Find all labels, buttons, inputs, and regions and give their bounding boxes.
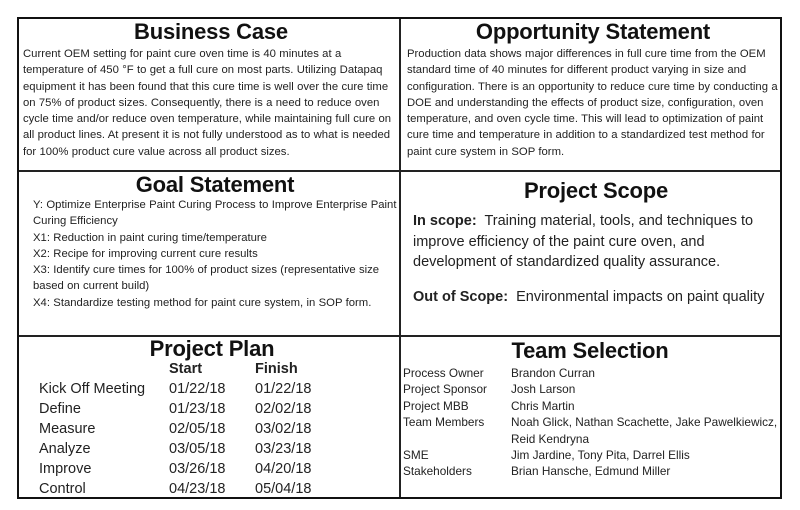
plan-header-start: Start — [169, 361, 203, 377]
plan-start: 03/26/18 — [169, 461, 226, 477]
plan-start: 02/05/18 — [169, 421, 226, 437]
plan-header-task — [39, 361, 169, 379]
plan-task: Improve — [39, 461, 92, 477]
project-scope-title: Project Scope — [523, 179, 669, 203]
plan-header-finish: Finish — [255, 361, 298, 377]
plan-finish: 03/23/18 — [255, 441, 312, 457]
opportunity-statement-title: Opportunity Statement — [475, 20, 711, 44]
team-row-project-mbb — [403, 398, 781, 414]
plan-row-define — [39, 399, 341, 419]
team-row-process-owner — [403, 365, 781, 381]
team-role: Team Members — [403, 415, 485, 430]
team-row-stakeholders — [403, 463, 781, 479]
plan-finish: 05/04/18 — [255, 481, 312, 497]
plan-task: Control — [39, 481, 86, 497]
project-plan-table — [39, 361, 341, 499]
business-case-section — [23, 20, 399, 170]
team-row-project-sponsor — [403, 381, 781, 397]
business-case-title: Business Case — [134, 20, 288, 44]
plan-finish: 01/22/18 — [255, 381, 312, 397]
plan-row-measure — [39, 419, 341, 439]
goal-statement-section — [33, 173, 397, 335]
plan-task: Measure — [39, 421, 96, 437]
in-scope-value: Training material, tools, and techniques to improve efficiency of the paint cure oven, and development of standardized quality assurance. — [413, 213, 754, 270]
plan-row-kickoff — [39, 379, 341, 399]
team-role: Project Sponsor — [403, 382, 487, 397]
goal-statement-title: Goal Statement — [135, 173, 295, 197]
plan-task: Define — [39, 401, 81, 417]
team-selection-section — [401, 339, 781, 499]
out-scope-text — [413, 287, 779, 308]
opportunity-statement-section — [407, 20, 779, 170]
team-selection-title: Team Selection — [511, 339, 669, 363]
project-charter — [17, 17, 782, 499]
team-role: SME — [403, 448, 429, 463]
team-names: Brian Hansche, Edmund Miller — [511, 464, 671, 479]
plan-header-row — [39, 361, 341, 379]
team-role: Stakeholders — [403, 464, 472, 479]
plan-start: 01/22/18 — [169, 381, 226, 397]
plan-task: Kick Off Meeting — [39, 381, 146, 397]
goal-x4: X4: Standardize testing method for paint cure system, in SOP form. — [33, 296, 372, 309]
team-row-team-members — [403, 414, 781, 447]
plan-finish: 04/20/18 — [255, 461, 312, 477]
in-scope-label: In scope: — [413, 213, 477, 229]
project-scope-section — [413, 179, 779, 335]
project-plan-title: Project Plan — [149, 337, 275, 361]
business-case-body: Current OEM setting for paint cure oven time is 40 minutes at a temperature of 450 °F to get a full cure on most parts. Utilizing Datapaq equipment it has been found that this cure time is well over the cure time on 75% of product sizes. Consequently, there is a need to reduce oven cycle time and/or reduce oven temperature, while maintaining full cure on all product lines. At present it is not fully understood as to what is needed for 100% product cure value across all product sizes. — [23, 48, 392, 158]
plan-start: 04/23/18 — [169, 481, 226, 497]
plan-start: 01/23/18 — [169, 401, 226, 417]
goal-y: Y: Optimize Enterprise Paint Curing Process to Improve Enterprise Paint Curing Efficiency — [33, 199, 397, 228]
project-plan-section — [19, 337, 399, 499]
plan-task: Analyze — [39, 441, 91, 457]
horizontal-divider-1 — [19, 170, 780, 172]
team-selection-table — [403, 365, 781, 480]
plan-finish: 02/02/18 — [255, 401, 312, 417]
team-names: Noah Glick, Nathan Scachette, Jake Pawelkiewicz, Reid Kendryna — [511, 415, 778, 446]
team-role: Project MBB — [403, 398, 469, 413]
team-names: Brandon Curran — [511, 366, 595, 380]
plan-start: 03/05/18 — [169, 441, 226, 457]
goal-x1: X1: Reduction in paint curing time/temperature — [33, 231, 267, 244]
team-role: Process Owner — [403, 366, 484, 380]
goal-x2: X2: Recipe for improving current cure results — [33, 247, 258, 260]
plan-row-control — [39, 479, 341, 499]
out-scope-label: Out of Scope: — [413, 288, 509, 305]
plan-row-analyze — [39, 439, 341, 459]
team-row-sme — [403, 447, 781, 463]
team-names: Jim Jardine, Tony Pita, Darrel Ellis — [511, 448, 690, 463]
plan-row-improve — [39, 459, 341, 479]
opportunity-statement-body: Production data shows major differences in full cure time from the OEM standard time of 40 minutes for different product varying in size and configuration. There is an opportunity to reduce cure time by conducting a DOE and understanding the effects of product size, configuration, oven temperature, and oven cycle time. This will lead to optimization of paint cure time and temperature in addition to a standardized test method for paint cure system in SOP form. — [407, 48, 778, 158]
plan-finish: 03/02/18 — [255, 421, 312, 437]
out-scope-value: Environmental impacts on paint quality — [516, 288, 765, 305]
team-names: Josh Larson — [511, 382, 576, 397]
goal-x3: X3: Identify cure times for 100% of product sizes (representative size based on current build) — [33, 264, 380, 293]
team-names: Chris Martin — [511, 398, 575, 413]
in-scope-text — [413, 211, 779, 273]
